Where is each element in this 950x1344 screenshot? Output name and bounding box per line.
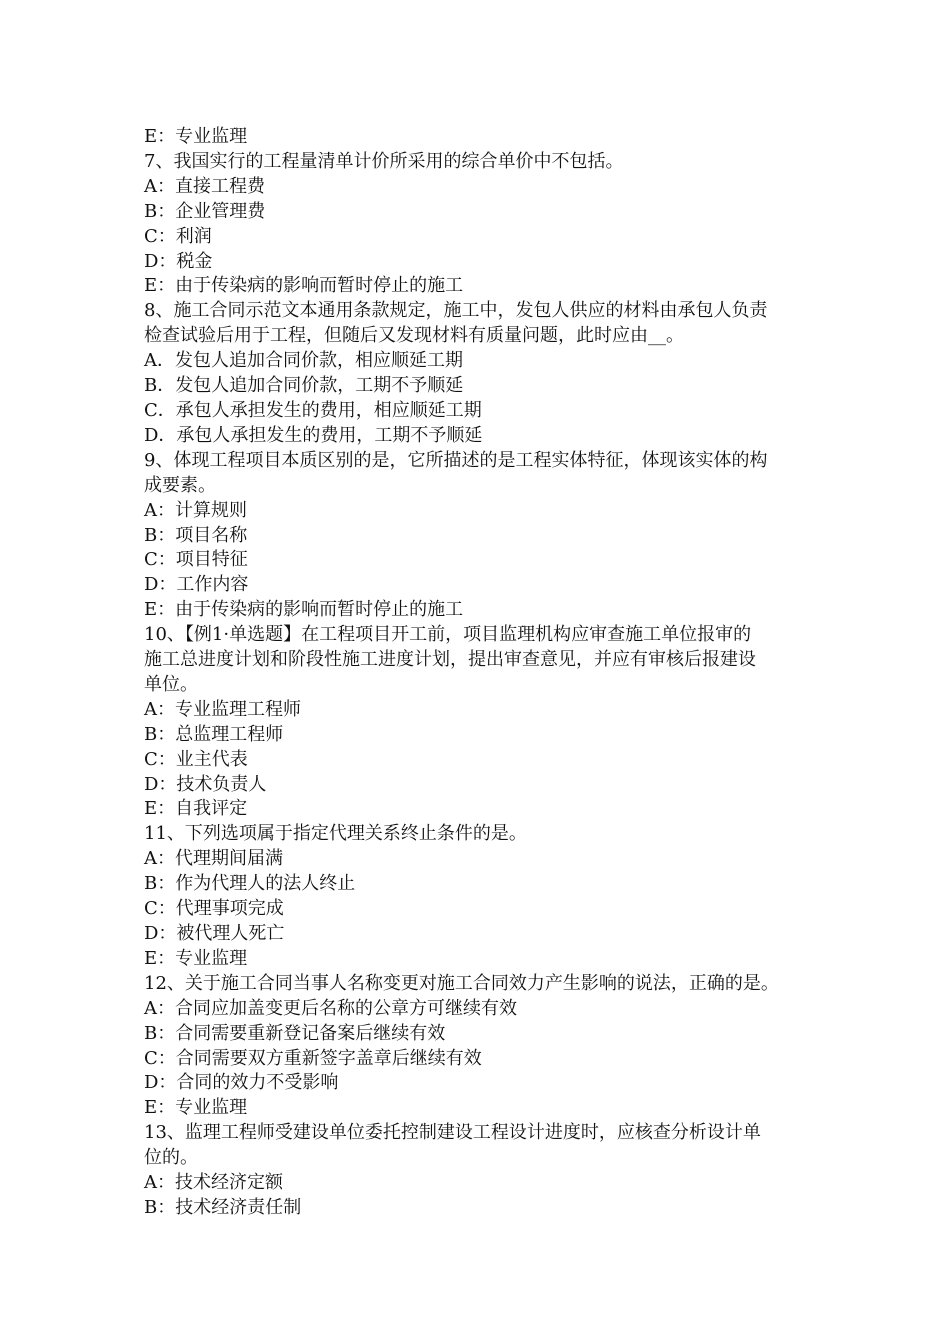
question-9-stem-line-2: 成要素。 bbox=[144, 474, 216, 496]
question-12-option-a: A：合同应加盖变更后名称的公章方可继续有效 bbox=[144, 997, 517, 1019]
question-8-option-b: B．发包人追加合同价款，工期不予顺延 bbox=[144, 375, 464, 397]
question-7-stem: 7、我国实行的工程量清单计价所采用的综合单价中不包括。 bbox=[144, 150, 624, 172]
question-7-option-a: A：直接工程费 bbox=[144, 175, 265, 197]
question-12-option-c: C：合同需要双方重新签字盖章后继续有效 bbox=[144, 1047, 482, 1069]
question-10-option-e: E：自我评定 bbox=[144, 798, 248, 820]
question-10-stem-line-3: 单位。 bbox=[144, 673, 198, 695]
question-13-stem-line-2: 位的。 bbox=[144, 1147, 198, 1169]
question-7-option-d: D：税金 bbox=[144, 250, 213, 272]
question-8-stem-line-1: 8、施工合同示范文本通用条款规定，施工中，发包人供应的材料由承包人负责 bbox=[144, 300, 768, 322]
question-10-option-a: A：专业监理工程师 bbox=[144, 698, 301, 720]
question-9-stem-line-1: 9、体现工程项目本质区别的是，它所描述的是工程实体特征，体现该实体的构 bbox=[144, 449, 768, 471]
question-12-option-d: D：合同的效力不受影响 bbox=[144, 1072, 339, 1094]
question-9-option-d: D：工作内容 bbox=[144, 574, 249, 596]
question-11-option-c: C：代理事项完成 bbox=[144, 898, 284, 920]
question-8-option-a: A．发包人追加合同价款，相应顺延工期 bbox=[144, 350, 463, 372]
question-12-option-e: E：专业监理 bbox=[144, 1097, 248, 1119]
question-10-option-d: D：技术负责人 bbox=[144, 773, 267, 795]
question-9-option-e: E：由于传染病的影响而暂时停止的施工 bbox=[144, 599, 464, 621]
question-11-option-e: E：专业监理 bbox=[144, 947, 248, 969]
question-7-option-b: B：企业管理费 bbox=[144, 200, 266, 222]
question-11-option-d: D：被代理人死亡 bbox=[144, 923, 285, 944]
question-12-option-b: B：合同需要重新登记备案后继续有效 bbox=[144, 1022, 446, 1044]
question-8-stem-line-2: 检查试验后用于工程，但随后又发现材料有质量问题，此时应由__。 bbox=[144, 325, 684, 347]
question-10-option-b: B：总监理工程师 bbox=[144, 723, 284, 745]
question-10-stem-line-2: 施工总进度计划和阶段性施工进度计划，提出审查意见，并应有审核后报建设 bbox=[144, 649, 756, 671]
question-11-option-b: B：作为代理人的法人终止 bbox=[144, 873, 356, 895]
question-8-option-d: D．承包人承担发生的费用，工期不予顺延 bbox=[144, 424, 483, 446]
question-10-stem-line-1: 10、【例1·单选题】在工程项目开工前，项目监理机构应审查施工单位报审的 bbox=[144, 624, 752, 646]
question-10-option-c: C：业主代表 bbox=[144, 748, 248, 770]
question-12-stem: 12、关于施工合同当事人名称变更对施工合同效力产生影响的说法，正确的是。 bbox=[144, 972, 779, 994]
question-13-option-b: B：技术经济责任制 bbox=[144, 1196, 302, 1218]
question-13-option-a: A：技术经济定额 bbox=[144, 1172, 283, 1194]
question-9-option-a: A：计算规则 bbox=[144, 499, 247, 521]
question-9-option-b: B：项目名称 bbox=[144, 524, 248, 546]
document-body bbox=[144, 125, 816, 1221]
question-11-option-a: A：代理期间届满 bbox=[144, 848, 283, 870]
question-7-option-c: C：利润 bbox=[144, 225, 212, 247]
question-7-option-e: E：由于传染病的影响而暂时停止的施工 bbox=[144, 275, 464, 297]
question-8-option-c: C．承包人承担发生的费用，相应顺延工期 bbox=[144, 399, 482, 421]
text-line: E：专业监理 bbox=[144, 126, 248, 147]
question-9-option-c: C：项目特征 bbox=[144, 549, 248, 571]
question-11-stem: 11、下列选项属于指定代理关系终止条件的是。 bbox=[144, 823, 527, 845]
question-13-stem-line-1: 13、监理工程师受建设单位委托控制建设工程设计进度时，应核查分析设计单 bbox=[144, 1122, 761, 1144]
